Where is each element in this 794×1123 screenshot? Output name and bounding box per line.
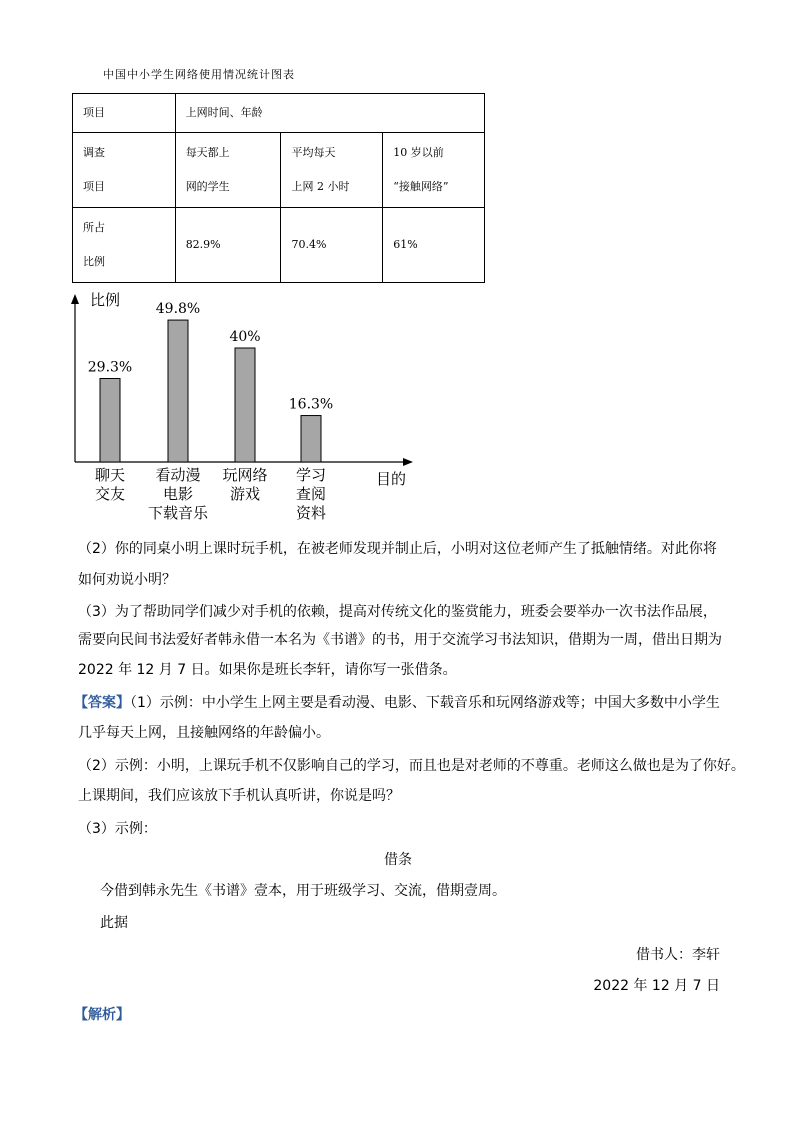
question-3-line-3: 2022 年 12 月 7 日。如果你是班长李轩，请你写一张借条。 [78, 662, 457, 678]
table-cell: 70.4% [281, 208, 383, 283]
table-cell-value: 上网时间、年龄 [175, 94, 484, 133]
bar [235, 348, 255, 462]
x-axis-arrow [403, 458, 413, 466]
answer-line-1: 【答案】（1）示例：中小学生上网主要是看动漫、电影、下载音乐和玩网络游戏等；中国大多数中小学生 [74, 695, 720, 711]
table-cell-head: 项目 [73, 94, 176, 133]
category-label: 电影 [162, 485, 194, 503]
y-axis-arrow [71, 294, 79, 304]
category-label: 交友 [94, 485, 126, 503]
category-label: 学习 [295, 466, 327, 484]
question-2-line-1: （2）你的同桌小明上课时玩手机，在被老师发现并制止后，小明对这位老师产生了抵触情绪。对此你将 [78, 541, 717, 557]
statistics-table [72, 93, 485, 283]
table-title: 中国中小学生网络使用情况统计图表 [103, 68, 295, 81]
bar [301, 416, 321, 462]
bar [168, 320, 188, 462]
bar-value-label: 16.3% [288, 396, 334, 413]
answer-2-line-2: 上课期间，我们应该放下手机认真听讲，你说是吗？ [78, 788, 400, 804]
category-label: 看动漫 [155, 466, 201, 484]
table-cell-head: 调查 项目 [73, 133, 176, 208]
bar-value-label: 49.8% [155, 301, 201, 318]
analysis-tag: 【解析】 [74, 1007, 130, 1023]
note-date: 2022 年 12 月 7 日 [593, 978, 720, 994]
answer-3-head: （3）示例： [78, 821, 157, 837]
table-cell: 平均每天 上网 2 小时 [281, 133, 383, 208]
table-cell: 82.9% [175, 208, 281, 283]
category-label: 资料 [295, 504, 327, 522]
table-cell: 61% [383, 208, 485, 283]
bar-chart [60, 290, 430, 530]
category-label: 查阅 [295, 485, 327, 503]
question-3-line-2: 需要向民间书法爱好者韩永借一本名为《书谱》的书，用于交流学习书法知识，借期为一周，借出日期为 [78, 632, 722, 648]
note-closing: 此据 [100, 915, 128, 931]
note-title: 借条 [384, 852, 412, 868]
y-axis-label: 比例 [90, 291, 121, 309]
x-axis-label: 目的 [376, 470, 407, 488]
table-cell: 每天都上 网的学生 [175, 133, 281, 208]
table-cell: 10 岁以前 “接触网络” [383, 133, 485, 208]
table-cell-head: 所占 比例 [73, 208, 176, 283]
answer-line-2: 几乎每天上网，且接触网络的年龄偏小。 [78, 725, 330, 741]
bar-value-label: 29.3% [87, 359, 133, 376]
category-label: 聊天 [94, 466, 126, 484]
category-label: 玩网络 [222, 466, 268, 484]
bar-value-label: 40% [229, 329, 261, 345]
answer-tag: 【答案】 [74, 695, 130, 711]
category-label: 下载音乐 [147, 504, 209, 522]
bar [100, 378, 120, 462]
question-3-line-1: （3）为了帮助同学们减少对手机的依赖，提高对传统文化的鉴赏能力，班委会要举办一次书法作品展， [78, 604, 717, 620]
category-label: 游戏 [229, 485, 261, 503]
note-body: 今借到韩永先生《书谱》壹本，用于班级学习、交流，借期壹周。 [100, 883, 506, 899]
note-signer: 借书人：李轩 [636, 947, 720, 963]
question-2-line-2: 如何劝说小明？ [78, 572, 176, 588]
answer-2-line-1: （2）示例：小明，上课玩手机不仅影响自己的学习，而且也是对老师的不尊重。老师这么做也是为了你好。 [78, 758, 745, 774]
